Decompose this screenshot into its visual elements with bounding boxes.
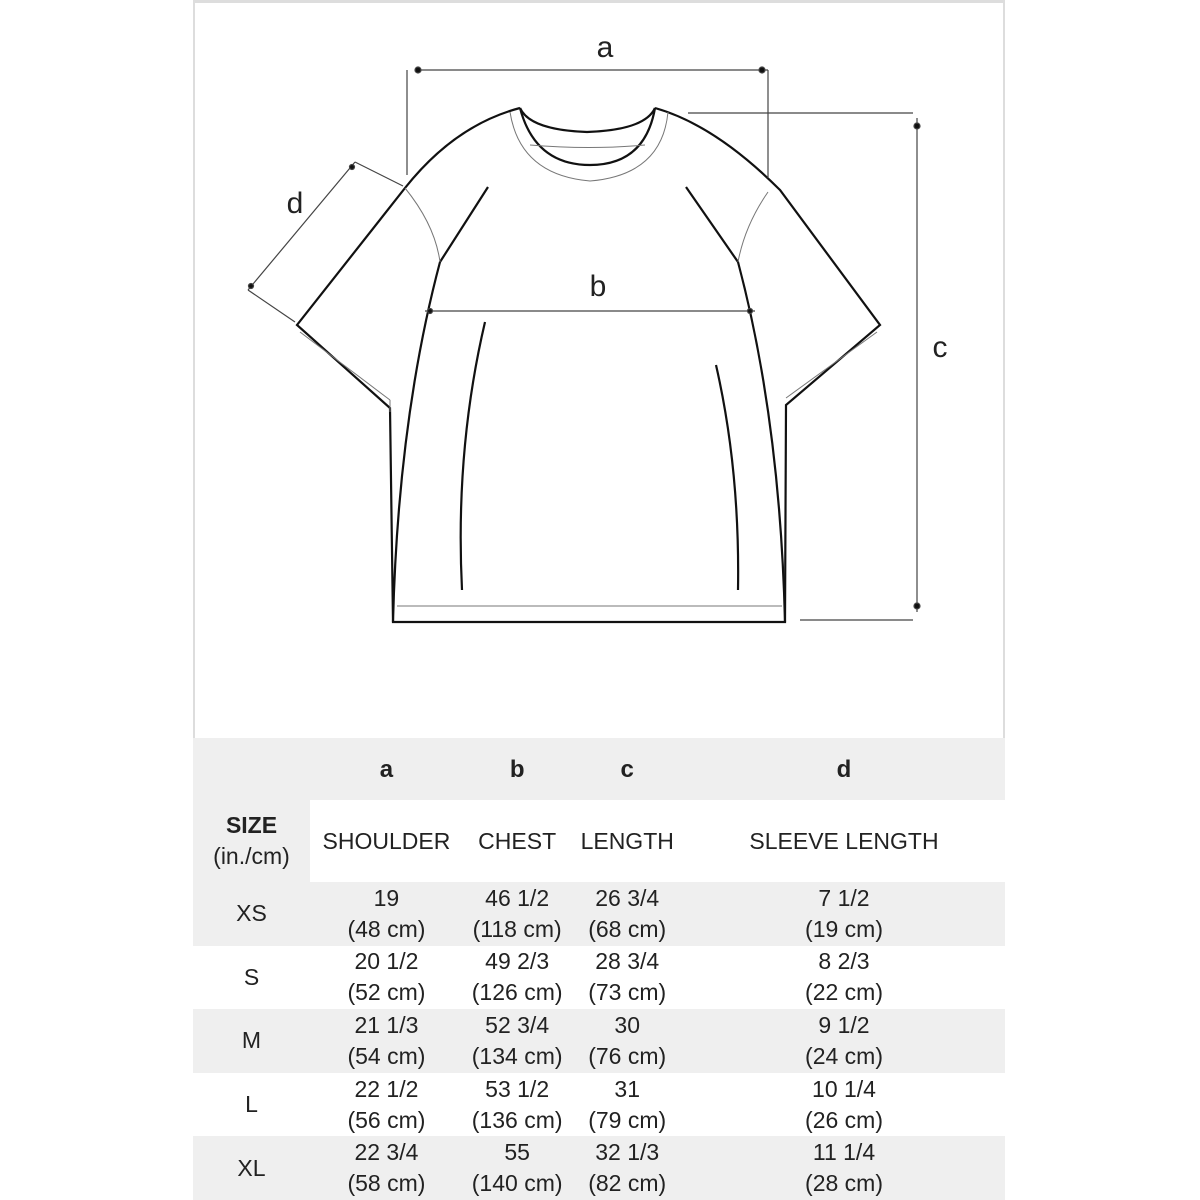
table-row — [193, 1136, 1005, 1200]
cm-value: (134 cm) — [471, 1042, 563, 1069]
measurement-cell — [310, 946, 463, 1010]
measurement-cell — [683, 1073, 1005, 1137]
cm-value: (118 cm) — [472, 915, 562, 942]
cm-value: (79 cm) — [588, 1106, 667, 1133]
column-chest: CHEST — [478, 827, 557, 854]
inch-value: 22 3/4 — [354, 1139, 419, 1166]
letter-d: d — [836, 755, 852, 783]
inch-value: 26 3/4 — [595, 884, 660, 911]
cm-value: (73 cm) — [588, 979, 667, 1006]
letter-a: a — [379, 755, 394, 783]
measurement-cell — [683, 1136, 1005, 1200]
measurement-cell — [310, 1009, 463, 1073]
measurement-cell — [310, 882, 463, 946]
cm-value: (52 cm) — [347, 979, 426, 1006]
cm-value: (76 cm) — [588, 1042, 667, 1069]
measurement-cell — [571, 1009, 683, 1073]
measurement-cell — [571, 946, 683, 1010]
measurement-cell — [683, 1009, 1005, 1073]
inch-value: 52 3/4 — [485, 1011, 550, 1038]
measurement-cell — [463, 1073, 572, 1137]
cm-value: (54 cm) — [347, 1042, 426, 1069]
cm-value: (56 cm) — [347, 1106, 426, 1133]
inch-value: 46 1/2 — [485, 884, 550, 911]
size-header — [193, 800, 310, 882]
table-row — [193, 882, 1005, 946]
size-chart-table — [193, 738, 1005, 1200]
cm-value: (58 cm) — [347, 1170, 426, 1197]
inch-value: 11 1/4 — [812, 1139, 876, 1166]
size-unit: (in./cm) — [213, 843, 290, 869]
dimension-label-b: b — [589, 270, 607, 303]
measurement-cell — [571, 1136, 683, 1200]
inch-value: 30 — [614, 1011, 641, 1038]
table-row — [193, 1009, 1005, 1073]
inch-value: 19 — [373, 884, 400, 911]
column-header-row — [193, 800, 1005, 882]
measurement-cell — [571, 1073, 683, 1137]
measurement-cell — [683, 882, 1005, 946]
cm-value: (28 cm) — [805, 1170, 883, 1197]
measurement-cell — [463, 1136, 572, 1200]
inch-value: 28 3/4 — [595, 948, 660, 975]
cm-value: (24 cm) — [805, 1042, 883, 1069]
cm-value: (82 cm) — [588, 1170, 667, 1197]
size-cell: L — [245, 1091, 258, 1118]
inch-value: 22 1/2 — [354, 1075, 419, 1102]
column-shoulder: SHOULDER — [322, 827, 451, 854]
letter-row — [193, 738, 1005, 800]
inch-value: 9 1/2 — [818, 1011, 870, 1038]
inch-value: 53 1/2 — [485, 1075, 550, 1102]
size-cell: M — [241, 1027, 262, 1054]
size-cell: XL — [237, 1154, 266, 1181]
table-row — [193, 946, 1005, 1010]
size-title: SIZE — [225, 812, 278, 838]
inch-value: 49 2/3 — [485, 948, 550, 975]
inch-value: 55 — [504, 1139, 530, 1166]
inch-value: 8 2/3 — [818, 948, 870, 975]
measurement-cell — [463, 946, 572, 1010]
measurement-cell — [463, 882, 572, 946]
cm-value: (22 cm) — [805, 979, 883, 1006]
cm-value: (48 cm) — [347, 915, 426, 942]
inch-value: 20 1/2 — [354, 948, 419, 975]
tshirt-outline — [297, 108, 880, 622]
dimension-label-c: c — [932, 331, 948, 364]
cm-value: (136 cm) — [471, 1106, 563, 1133]
dimension-label-d: d — [286, 187, 304, 220]
table-row — [193, 1073, 1005, 1137]
tshirt-detail-lines — [300, 112, 877, 606]
measurement-cell — [463, 1009, 572, 1073]
measurement-cell — [310, 1073, 463, 1137]
dimension-label-a: a — [596, 31, 614, 64]
measurement-cell — [571, 882, 683, 946]
inch-value: 10 1/4 — [812, 1075, 876, 1102]
letter-b: b — [509, 755, 525, 783]
column-sleeve-length: SLEEVE LENGTH — [749, 827, 939, 854]
inch-value: 31 — [614, 1075, 641, 1102]
inch-value: 32 1/3 — [595, 1139, 660, 1166]
cm-value: (26 cm) — [805, 1106, 883, 1133]
letter-c: c — [620, 755, 634, 783]
cm-value: (126 cm) — [471, 979, 563, 1006]
column-length: LENGTH — [580, 827, 674, 854]
size-cell: XS — [236, 900, 267, 927]
inch-value: 7 1/2 — [818, 884, 870, 911]
cm-value: (68 cm) — [588, 915, 667, 942]
inch-value: 21 1/3 — [354, 1011, 419, 1038]
measurement-cell — [310, 1136, 463, 1200]
cm-value: (140 cm) — [471, 1170, 563, 1197]
size-cell: S — [243, 963, 260, 990]
measurement-cell — [683, 946, 1005, 1010]
dimension-lines — [248, 67, 920, 620]
cm-value: (19 cm) — [805, 915, 883, 942]
